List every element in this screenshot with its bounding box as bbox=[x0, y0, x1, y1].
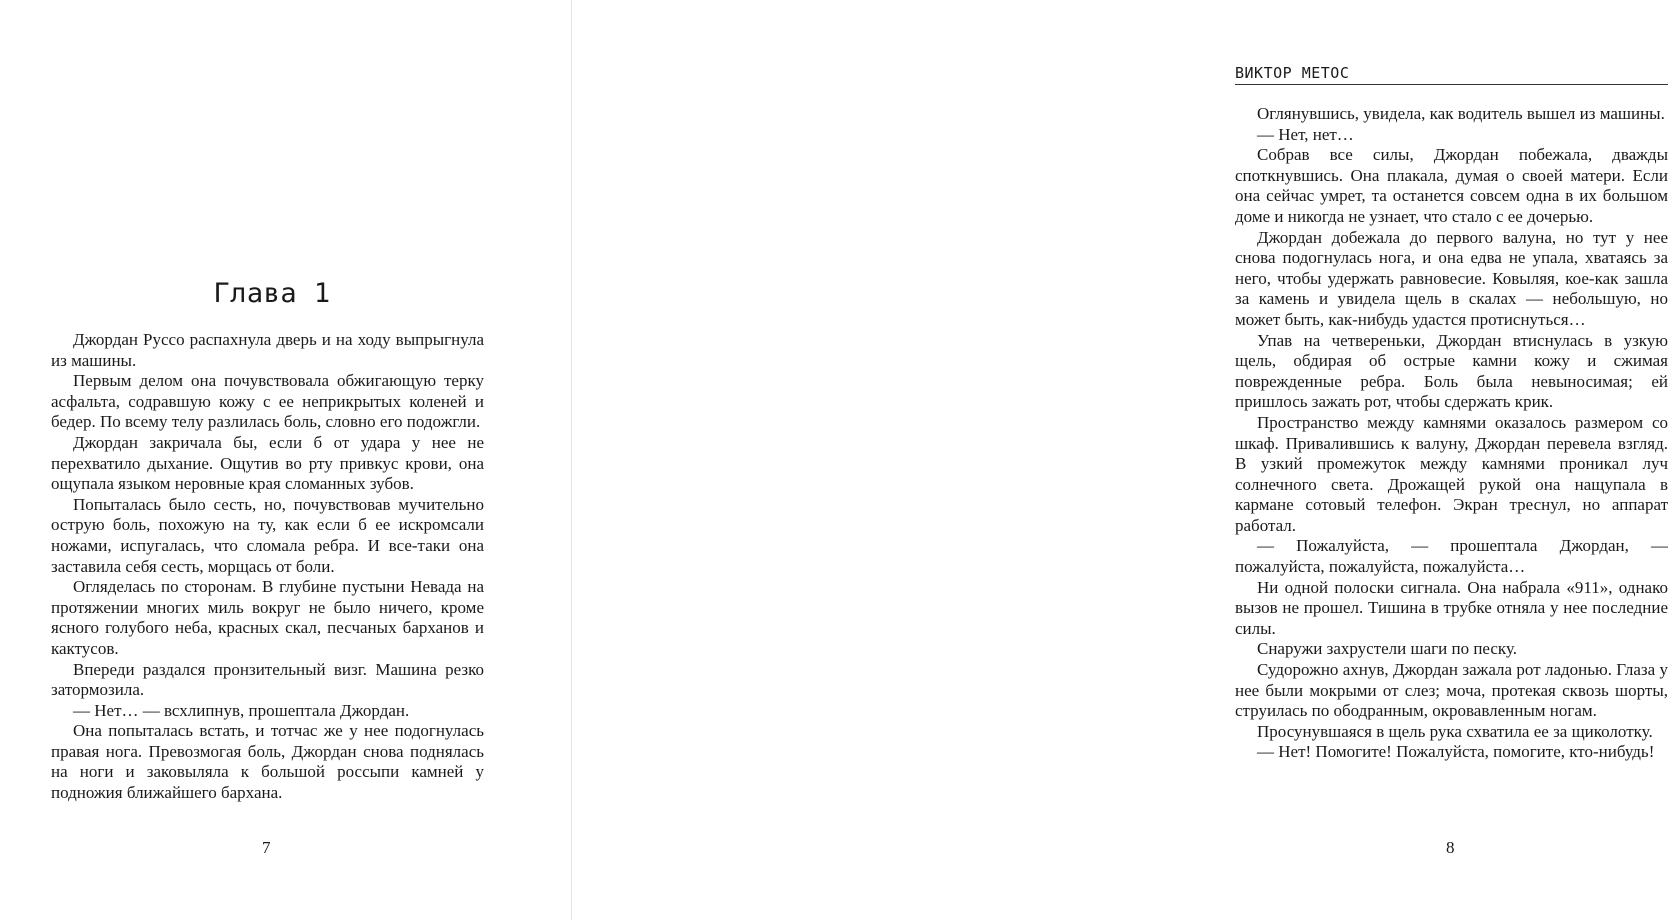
running-head: ВИКТОР МЕТОС bbox=[1235, 64, 1668, 85]
paragraph: — Пожалуйста, — прошептала Джордан, — пожалуйста, пожалуйста, пожалуйста… bbox=[1235, 536, 1668, 577]
paragraph: Снаружи захрустели шаги по песку. bbox=[1257, 639, 1517, 659]
paragraph: Ни одной полоски сигнала. Она набрала «911», однако вызов не прошел. Тишина в трубке отняла у нее последние силы. bbox=[1235, 577, 1668, 638]
paragraph: Огляделась по сторонам. В глубине пустыни Невада на протяжении многих миль вокруг не было ничего, кроме ясного голубого неба, красных скал, песчаных барханов и кактусов. bbox=[51, 577, 484, 658]
page-number-left: 7 bbox=[262, 838, 271, 857]
page-number-right: 8 bbox=[1446, 838, 1455, 857]
paragraph: — Нет… — всхлипнув, прошептала Джордан. bbox=[73, 700, 410, 720]
right-page bbox=[572, 0, 1668, 920]
paragraph: Пространство между камнями оказалось размером со шкаф. Привалившись к валуну, Джордан перевела взгляд. В узкий промежуток между камнями проникал луч солнечного света. Дрожащей рукой она нащупала в кармане сотовый телефон. Экран треснул, но аппарат работал. bbox=[1235, 412, 1668, 535]
paragraph: Собрав все силы, Джордан побежала, дважды споткнувшись. Она плакала, думая о своей матери. Если она сейчас умрет, та останется совсем одна в их большом доме и никогда не узнает, что стало с ее дочерью. bbox=[1235, 145, 1668, 226]
paragraph: Первым делом она почувствовала обжигающую терку асфальта, содравшую кожу с ее неприкрытых коленей и бедер. По всему телу разлилась боль, словно его подожгли. bbox=[51, 371, 484, 432]
paragraph: — Нет, нет… bbox=[1257, 124, 1354, 144]
paragraph: Джордан добежала до первого валуна, но тут у нее снова подогнулась нога, и она едва не упала, хватаясь за него, чтобы удержать равновесие. Ковыляя, кое-как зашла за камень и увидела щель в скалах — небольшую, но может быть, как-нибудь удастся протиснуться… bbox=[1235, 227, 1668, 329]
left-page bbox=[0, 0, 572, 920]
left-page-body bbox=[51, 330, 484, 804]
paragraph: Джордан закричала бы, если б от удара у нее не перехватило дыхание. Ощутив во рту привкус крови, она ощупала языком неровные края сломанных зубов. bbox=[51, 432, 484, 494]
chapter-title: Глава 1 bbox=[213, 278, 331, 309]
paragraph: Просунувшаяся в щель рука схватила ее за щиколотку. bbox=[1257, 721, 1653, 741]
right-page-body bbox=[1235, 104, 1668, 763]
paragraph: Судорожно ахнув, Джордан зажала рот ладонью. Глаза у нее были мокрыми от слез; моча, протекая сквозь шорты, струилась по ободранным, окровавленным ногам. bbox=[1235, 660, 1668, 721]
paragraph: Оглянувшись, увидела, как водитель вышел из машины. bbox=[1257, 104, 1665, 123]
paragraph: Попыталась было сесть, но, почувствовав мучительно острую боль, похожую на ту, как если б ее искромсали ножами, испугалась, что сломала ребра. И все-таки она заставила себя сесть, морщась от боли. bbox=[51, 494, 484, 576]
paragraph: Она попыталась встать, и тотчас же у нее подогнулась правая нога. Превозмогая боль, Джордан снова поднялась на ноги и заковыляла к большой россыпи камней у подножия ближайшего бархана. bbox=[51, 721, 484, 803]
paragraph: Джордан Руссо распахнула дверь и на ходу выпрыгнула из машины. bbox=[51, 330, 484, 370]
paragraph: Упав на четвереньки, Джордан втиснулась в узкую щель, обдирая об острые камни кожу и сжимая поврежденные ребра. Боль была невыносимая; ей пришлось зажать рот, чтобы сдержать крик. bbox=[1235, 330, 1668, 412]
paragraph: — Нет! Помогите! Пожалуйста, помогите, кто-нибудь! bbox=[1257, 742, 1655, 762]
paragraph: Впереди раздался пронзительный визг. Машина резко затормозила. bbox=[51, 659, 484, 700]
